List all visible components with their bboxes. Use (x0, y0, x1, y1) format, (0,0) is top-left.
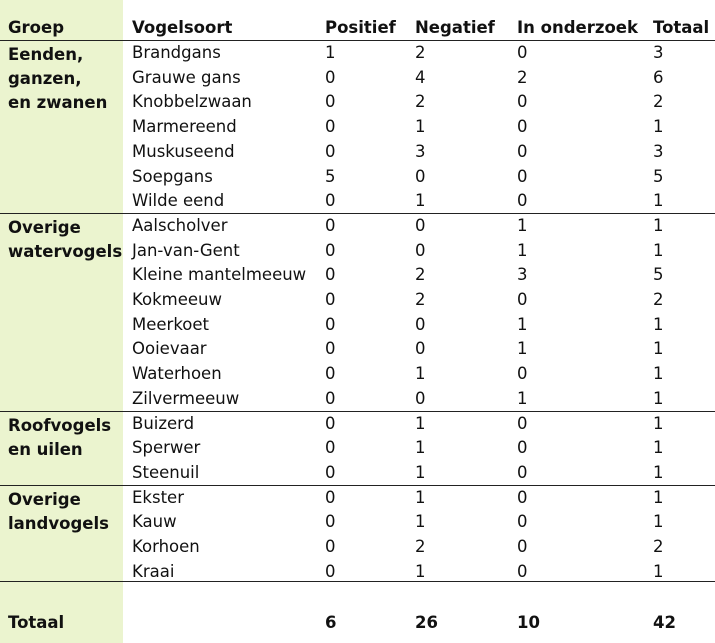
cell-negatief: 0 (415, 215, 426, 235)
cell-negatief: 1 (415, 413, 426, 433)
cell-in-onderzoek: 1 (517, 240, 528, 260)
group-label: Overige landvogels (8, 489, 109, 533)
cell-totaal: 2 (653, 92, 664, 112)
cell-positief: 0 (325, 92, 336, 112)
header-in-onderzoek: In onderzoek (517, 18, 638, 37)
cell-totaal: 1 (653, 462, 664, 482)
cell-in-onderzoek: 2 (517, 67, 528, 87)
cell-vogelsoort: Waterhoen (132, 364, 222, 384)
table-row (0, 189, 715, 214)
table-row (0, 362, 715, 387)
cell-vogelsoort: Brandgans (132, 43, 221, 62)
cell-totaal: 1 (653, 215, 664, 235)
table-row (0, 263, 715, 288)
cell-positief: 0 (325, 314, 336, 334)
cell-vogelsoort: Kokmeeuw (132, 290, 222, 309)
table-row (0, 214, 715, 239)
cell-in-onderzoek: 0 (517, 462, 528, 482)
cell-negatief: 2 (415, 265, 426, 285)
cell-vogelsoort: Marmereend (132, 117, 237, 137)
cell-totaal: 2 (653, 537, 664, 556)
cell-negatief: 2 (415, 290, 426, 309)
cell-vogelsoort: Aalscholver (132, 215, 228, 235)
cell-positief: 0 (325, 537, 336, 556)
cell-negatief: 2 (415, 537, 426, 556)
cell-in-onderzoek: 0 (517, 191, 528, 211)
cell-totaal: 1 (653, 487, 664, 507)
cell-totaal: 2 (653, 290, 664, 309)
totals-in-onderzoek: 10 (517, 613, 540, 632)
cell-vogelsoort: Meerkoet (132, 314, 210, 334)
cell-negatief: 0 (415, 314, 426, 334)
cell-totaal: 5 (653, 265, 664, 285)
cell-negatief: 2 (415, 43, 426, 62)
cell-in-onderzoek: 0 (517, 438, 528, 458)
totals-label: Totaal (8, 613, 65, 632)
cell-totaal: 1 (653, 512, 664, 532)
table-row (0, 412, 715, 437)
cell-in-onderzoek: 1 (517, 215, 528, 235)
table-row (0, 337, 715, 362)
cell-negatief: 1 (415, 462, 426, 482)
cell-in-onderzoek: 1 (517, 314, 528, 334)
cell-totaal: 3 (653, 141, 664, 161)
cell-vogelsoort: Buizerd (132, 413, 195, 433)
cell-positief: 0 (325, 215, 336, 235)
cell-in-onderzoek: 0 (517, 43, 528, 62)
table-row (0, 486, 715, 511)
cell-vogelsoort: Kleine mantelmeeuw (132, 265, 307, 285)
cell-positief: 0 (325, 240, 336, 260)
table-row (0, 41, 715, 66)
table-row (0, 165, 715, 190)
cell-vogelsoort: Muskuseend (132, 141, 235, 161)
cell-vogelsoort: Kraai (132, 561, 175, 581)
totals-negatief: 26 (415, 613, 438, 632)
cell-positief: 1 (325, 43, 336, 62)
header-negatief: Negatief (415, 18, 495, 37)
header-groep: Groep (8, 18, 65, 37)
cell-negatief: 1 (415, 438, 426, 458)
cell-totaal: 6 (653, 67, 664, 87)
cell-vogelsoort: Wilde eend (132, 191, 225, 211)
header-totaal: Totaal (653, 18, 710, 37)
table-row (0, 90, 715, 115)
cell-positief: 0 (325, 413, 336, 433)
cell-totaal: 5 (653, 166, 664, 186)
cell-negatief: 1 (415, 487, 426, 507)
cell-totaal: 1 (653, 364, 664, 384)
group-label: Eenden, ganzen, en zwanen (8, 45, 108, 113)
cell-in-onderzoek: 0 (517, 117, 528, 137)
cell-positief: 0 (325, 290, 336, 309)
cell-positief: 0 (325, 388, 336, 408)
totals-positief: 6 (325, 613, 337, 632)
cell-in-onderzoek: 1 (517, 339, 528, 359)
cell-positief: 0 (325, 462, 336, 482)
cell-totaal: 1 (653, 438, 664, 458)
cell-totaal: 1 (653, 388, 664, 408)
group-label: Overige watervogels (8, 217, 123, 262)
cell-in-onderzoek: 3 (517, 265, 528, 285)
cell-in-onderzoek: 0 (517, 364, 528, 384)
cell-negatief: 4 (415, 67, 426, 87)
cell-positief: 0 (325, 512, 336, 532)
cell-vogelsoort: Korhoen (132, 537, 200, 556)
cell-positief: 0 (325, 438, 336, 458)
cell-vogelsoort: Grauwe gans (132, 67, 241, 87)
cell-positief: 0 (325, 67, 336, 87)
table-row (0, 239, 715, 264)
cell-in-onderzoek: 0 (517, 487, 528, 507)
cell-negatief: 0 (415, 240, 426, 260)
totals-divider (0, 581, 715, 582)
cell-negatief: 2 (415, 92, 426, 112)
cell-negatief: 0 (415, 166, 426, 186)
cell-negatief: 1 (415, 117, 426, 137)
cell-positief: 0 (325, 487, 336, 507)
table-row (0, 436, 715, 461)
cell-positief: 0 (325, 117, 336, 137)
cell-vogelsoort: Jan-van-Gent (132, 240, 240, 260)
cell-negatief: 1 (415, 561, 426, 581)
cell-vogelsoort: Steenuil (132, 462, 200, 482)
cell-in-onderzoek: 0 (517, 413, 528, 433)
cell-totaal: 3 (653, 43, 664, 62)
table-row (0, 115, 715, 140)
cell-vogelsoort: Kauw (132, 512, 177, 532)
cell-negatief: 0 (415, 388, 426, 408)
cell-positief: 0 (325, 339, 336, 359)
cell-totaal: 1 (653, 314, 664, 334)
cell-totaal: 1 (653, 117, 664, 137)
table-row (0, 313, 715, 338)
cell-vogelsoort: Soepgans (132, 166, 213, 186)
cell-in-onderzoek: 0 (517, 537, 528, 556)
cell-in-onderzoek: 0 (517, 92, 528, 112)
cell-in-onderzoek: 0 (517, 561, 528, 581)
header-vogelsoort: Vogelsoort (132, 18, 233, 37)
cell-in-onderzoek: 0 (517, 290, 528, 309)
table-row (0, 461, 715, 486)
table-row (0, 140, 715, 165)
cell-in-onderzoek: 0 (517, 141, 528, 161)
table-row (0, 387, 715, 412)
cell-negatief: 0 (415, 339, 426, 359)
cell-positief: 5 (325, 166, 336, 186)
table-row (0, 288, 715, 313)
cell-negatief: 1 (415, 364, 426, 384)
cell-negatief: 1 (415, 512, 426, 532)
cell-negatief: 3 (415, 141, 426, 161)
cell-positief: 0 (325, 561, 336, 581)
header-positief: Positief (325, 18, 396, 37)
cell-positief: 0 (325, 265, 336, 285)
cell-positief: 0 (325, 141, 336, 161)
cell-negatief: 1 (415, 191, 426, 211)
cell-totaal: 1 (653, 413, 664, 433)
cell-totaal: 1 (653, 339, 664, 359)
cell-in-onderzoek: 1 (517, 388, 528, 408)
table-row (0, 510, 715, 535)
cell-vogelsoort: Ooievaar (132, 339, 207, 359)
cell-vogelsoort: Knobbelzwaan (132, 92, 252, 112)
table-row (0, 66, 715, 91)
cell-totaal: 1 (653, 561, 664, 581)
cell-in-onderzoek: 0 (517, 512, 528, 532)
cell-totaal: 1 (653, 191, 664, 211)
cell-totaal: 1 (653, 240, 664, 260)
cell-vogelsoort: Zilvermeeuw (132, 388, 240, 408)
totals-totaal: 42 (653, 613, 676, 632)
group-label: Roofvogels en uilen (8, 415, 112, 459)
cell-in-onderzoek: 0 (517, 166, 528, 186)
cell-vogelsoort: Sperwer (132, 438, 201, 458)
cell-vogelsoort: Ekster (132, 487, 184, 507)
cell-positief: 0 (325, 191, 336, 211)
table-row (0, 535, 715, 560)
cell-positief: 0 (325, 364, 336, 384)
